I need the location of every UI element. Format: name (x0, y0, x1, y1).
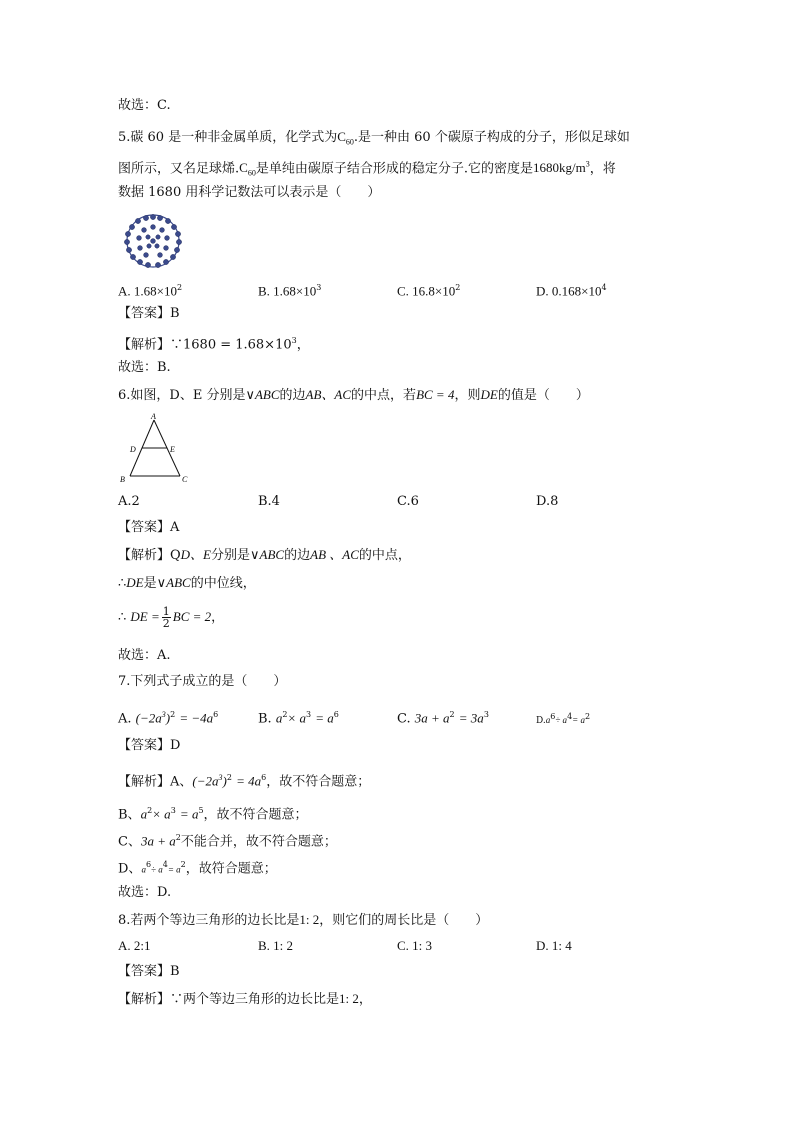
q5-line-1: 5.碳 60 是一种非金属单质，化学式为$C_{60}$.是一种由 60 个碳原子构成的分子，形似足球如 (118, 129, 630, 147)
q6-option-a: A.2 (118, 494, 140, 509)
q6-option-d: D.8 (536, 494, 559, 509)
fullerene-image (118, 212, 188, 270)
q6-line-1: 6.如图，D、E 分别是∨ABC的边AB、AC的中点，若BC = 4，则DE的值是（ ） (118, 387, 589, 403)
q5-option-a: A. $1.68\times 10^2$ (118, 283, 183, 299)
q7-explanation-a: 【解析】A、$(-2a^3)^2 = 4a^6$，故不符合题意； (118, 773, 371, 790)
q6-answer: 【答案】A (118, 520, 180, 535)
label-b: B (120, 475, 125, 484)
q5-line-2: 图所示，又名足球烯$.C_{60}$是单纯由碳原子结合形成的稳定分子.它的密度是$1680kg/m^3$，将 (118, 160, 616, 178)
q7-explanation-d: D、$a^6\div a^4= a^2$，故符合题意； (118, 860, 277, 877)
q5-option-d: D. $0.168\times 10^4$ (536, 283, 607, 299)
q8-question: 8.若两个等边三角形的边长比是1: 2，则它们的周长比是（ ） (118, 912, 489, 928)
q7-option-c: C. $3a + a^2 = 3a^3$ (397, 710, 489, 727)
q5-select: 故选：B. (118, 360, 171, 375)
q7-option-a: A. $(-2a^3)^2 = -4a^6$ (118, 710, 219, 727)
q5-answer: 【答案】B (118, 306, 180, 321)
q8-option-d: D. 1: 4 (536, 938, 572, 953)
q8-option-c: C. 1: 3 (397, 938, 433, 953)
q8-explanation: 【解析】∵两个等边三角形的边长比是1: 2， (118, 991, 372, 1007)
q5-line-3: 数据 1680 用科学记数法可以表示是（ ） (118, 185, 381, 200)
q8-option-a: A. 2:1 (118, 938, 151, 953)
q6-explanation-3: ∴ DE = $\frac{1}{2}$ BC = 2， (118, 605, 225, 630)
q7-option-b: B. $a^2\times a^3 = a^6$ (258, 710, 339, 727)
q6-option-c: C.6 (397, 494, 419, 509)
label-d: D (130, 445, 136, 454)
q7-explanation-b: B、$a^2\times a^3 = a^5$，故不符合题意； (118, 806, 308, 823)
label-c: C (182, 475, 188, 484)
q7-explanation-c: C、$3a + a^2$不能合并，故不符合题意； (118, 833, 337, 850)
q6-explanation-1: 【解析】QD、E分别是∨ABC的边AB 、AC的中点， (118, 547, 411, 563)
q6-option-b: B.4 (258, 494, 280, 509)
q5-option-b: B. $1.68\times 10^3$ (258, 283, 322, 299)
answer-choice-line: 故选：C. (118, 98, 171, 113)
q7-select: 故选：D. (118, 885, 172, 900)
q8-answer: 【答案】B (118, 964, 180, 979)
fraction-one-half: $\frac{1}{2}$ (162, 605, 170, 630)
q5-option-c: C. $16.8\times 10^2$ (397, 283, 461, 299)
q5-explanation: 【解析】∵1680 = $1.68\times 10^3$， (118, 336, 310, 353)
label-a: A (151, 412, 156, 421)
q7-answer: 【答案】D (118, 738, 181, 753)
label-e: E (170, 445, 175, 454)
q6-explanation-2: ∴DE是∨ABC的中位线， (118, 575, 256, 591)
triangle-figure (118, 410, 198, 488)
q6-select: 故选：A. (118, 648, 171, 663)
q7-question: 7.下列式子成立的是（ ） (118, 674, 287, 689)
q7-option-d: $D.a^6\div a^4= a^2$ (536, 712, 591, 726)
q8-option-b: B. 1: 2 (258, 938, 294, 953)
